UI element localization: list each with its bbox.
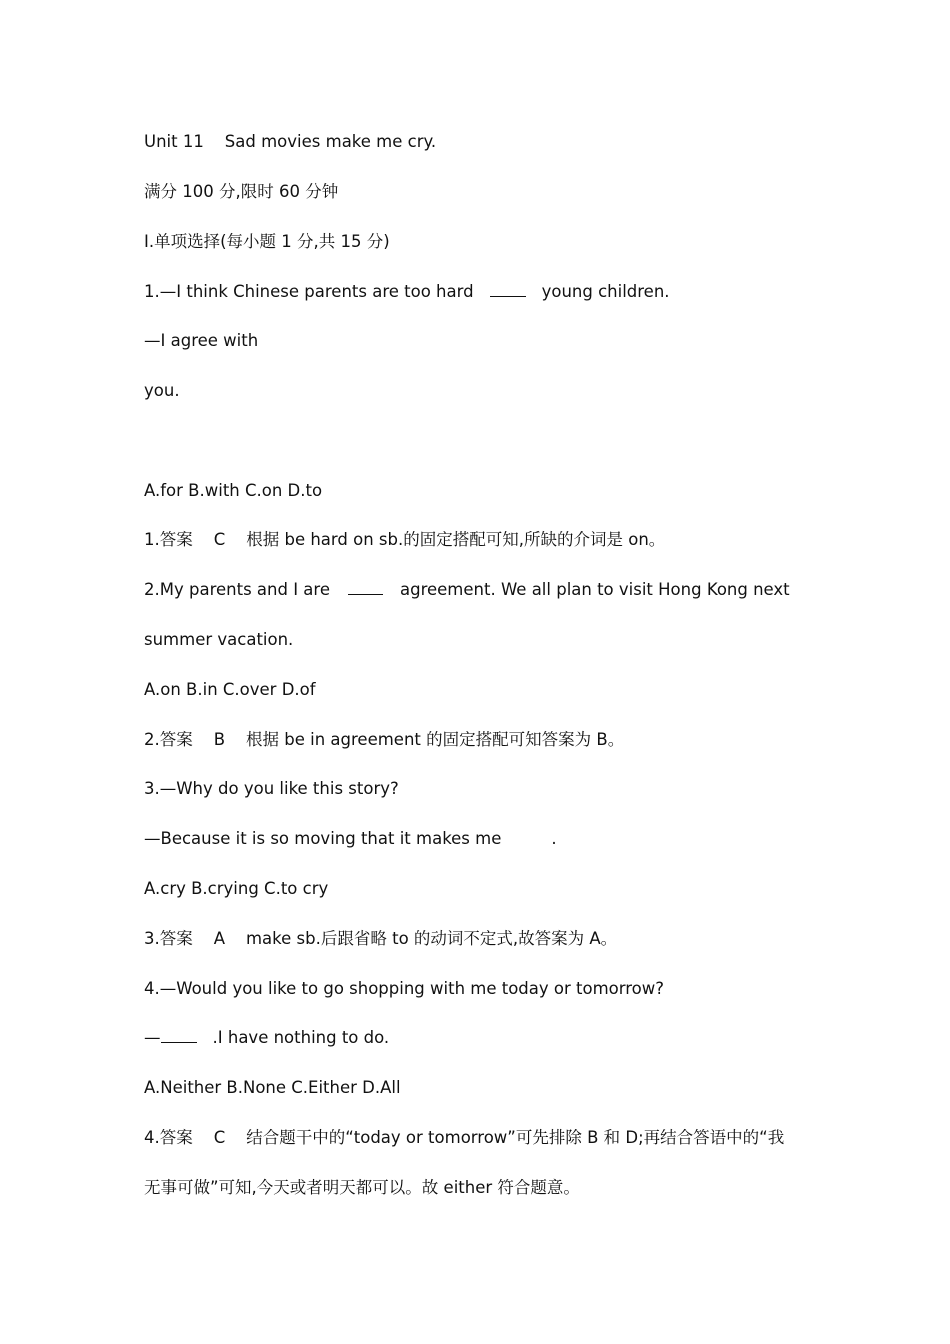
q4-answer-line1: 4.答案 C 结合题干中的“today or tomorrow”可先排除 B 和 D;再结合答语中的“我	[144, 1128, 785, 1147]
q3-stem: 3.—Why do you like this story?	[144, 779, 399, 798]
q2-stem	[144, 578, 790, 602]
q3-reply-after: .	[551, 829, 557, 848]
q4-options: A.Neither B.None C.Either D.All	[144, 1078, 401, 1097]
q1-stem-before: 1.—I think Chinese parents are too hard	[144, 282, 474, 301]
q1-reply-line2: you.	[144, 381, 180, 400]
q1-options: A.for B.with C.on D.to	[144, 481, 323, 500]
q2-stem-before: 2.My parents and I are	[144, 580, 330, 599]
q1-stem	[144, 280, 670, 304]
score-time-line: 满分 100 分,限时 60 分钟	[144, 182, 339, 201]
q2-answer: 2.答案 B 根据 be in agreement 的固定搭配可知答案为 B。	[144, 730, 625, 749]
q2-stem-line2: summer vacation.	[144, 630, 294, 649]
section-heading: Ⅰ.单项选择(每小题 1 分,共 15 分)	[144, 232, 390, 251]
q3-answer: 3.答案 A make sb.后跟省略 to 的动词不定式,故答案为 A。	[144, 929, 618, 948]
q4-reply	[144, 1026, 389, 1050]
q1-stem-after: young children.	[541, 282, 670, 301]
q2-stem-after: agreement. We all plan to visit Hong Kong next	[400, 580, 790, 599]
q1-blank	[490, 282, 526, 297]
q4-stem: 4.—Would you like to go shopping with me today or tomorrow?	[144, 979, 665, 998]
q4-reply-before: —	[144, 1028, 161, 1047]
q4-blank	[161, 1028, 197, 1043]
q4-answer-line2: 无事可做”可知,今天或者明天都可以。故 either 符合题意。	[144, 1178, 580, 1197]
q4-reply-after: .I have nothing to do.	[212, 1028, 390, 1047]
q2-blank	[348, 580, 383, 595]
q2-options: A.on B.in C.over D.of	[144, 680, 316, 699]
q3-reply	[144, 827, 557, 851]
q3-reply-before: —Because it is so moving that it makes me	[144, 829, 502, 848]
q1-answer: 1.答案 C 根据 be hard on sb.的固定搭配可知,所缺的介词是 on。	[144, 530, 666, 549]
q1-reply-line1: —I agree with	[144, 331, 259, 350]
document-title: Unit 11 Sad movies make me cry.	[144, 132, 437, 151]
q3-options: A.cry B.crying C.to cry	[144, 879, 329, 898]
